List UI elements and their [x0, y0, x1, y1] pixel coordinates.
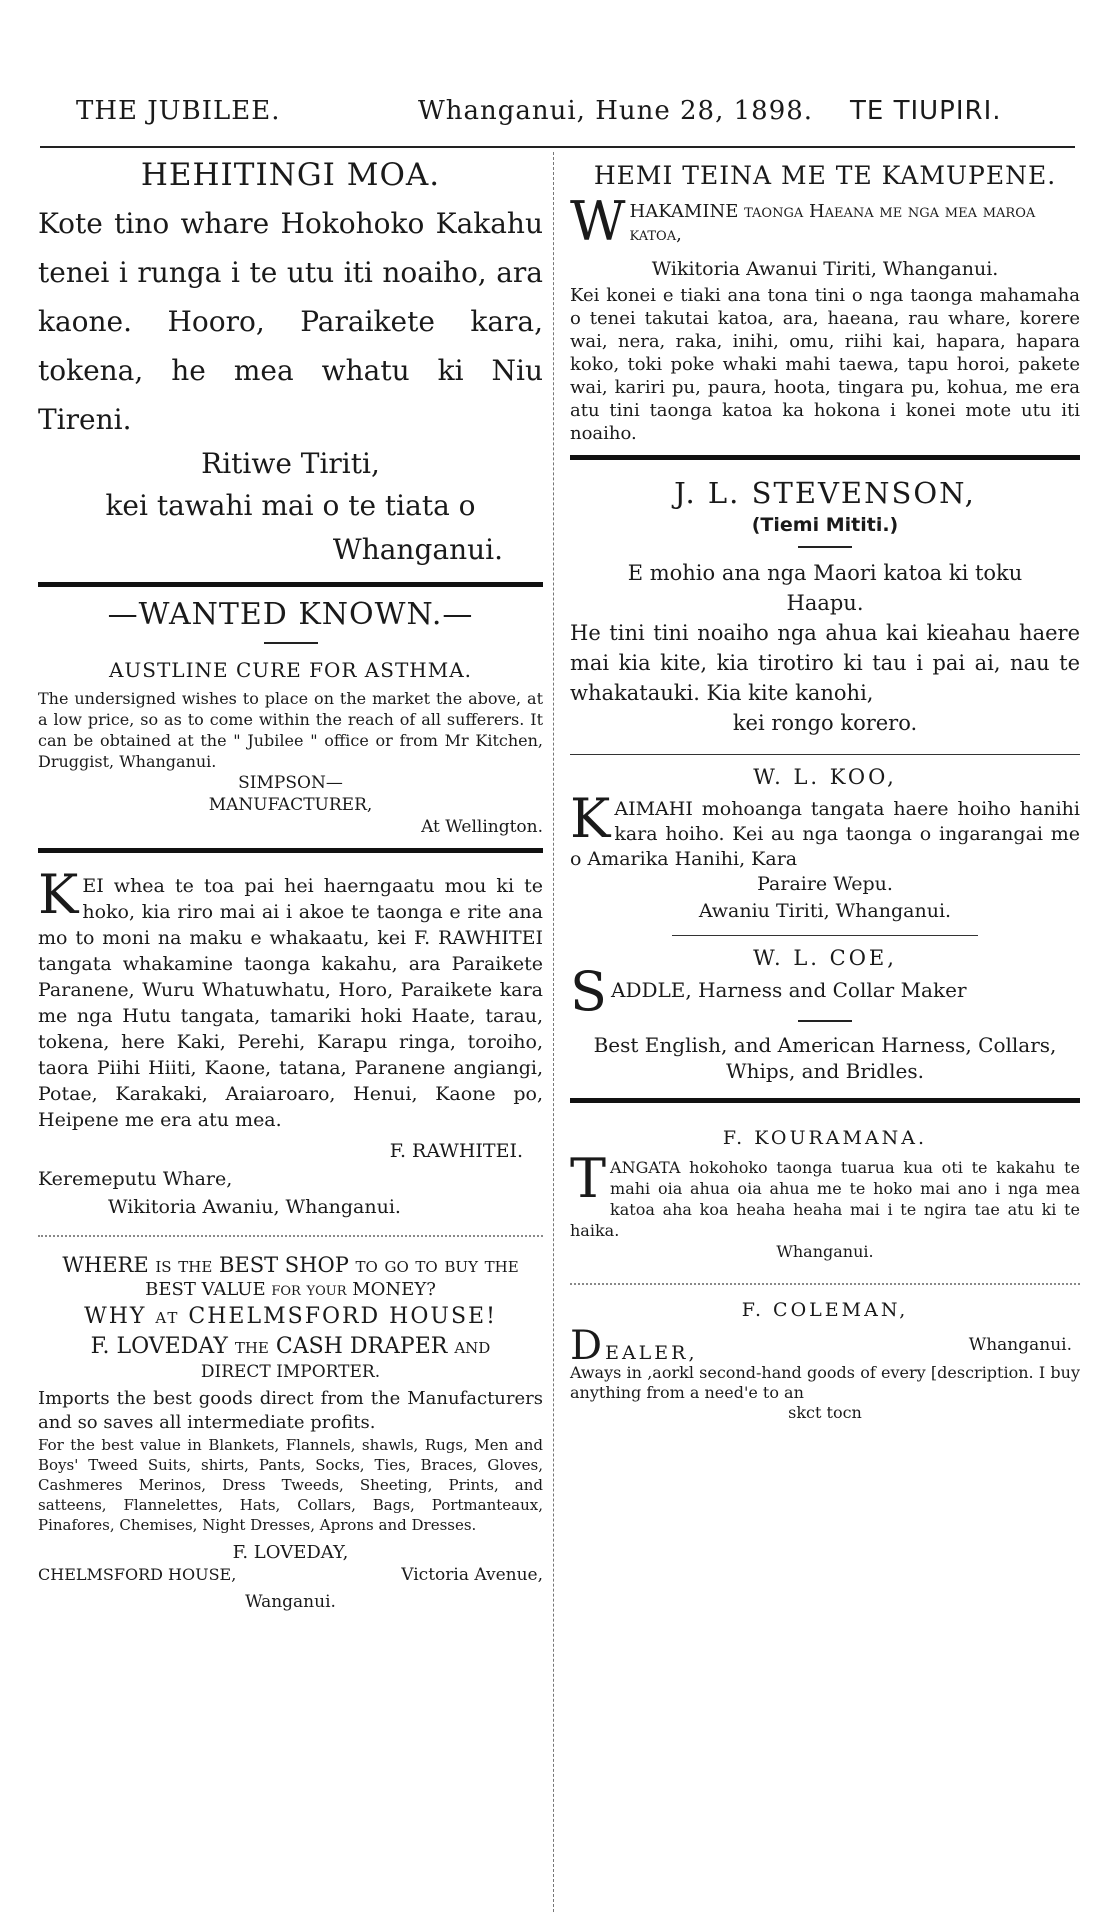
moa-near: kei tawahi mai o te tiata o — [105, 489, 476, 522]
divider — [38, 848, 543, 853]
header-date: Whanganui, Hune 28, 1898. — [418, 96, 814, 126]
wanted-body: The undersigned wishes to place on the market the above, at a low price, so as to come within the reach of all sufferers. It can be obtained at the " Jubilee " office or from Mr Kitchen, Druggist, Whanganui. — [38, 689, 543, 771]
drop-cap-k: K — [570, 787, 611, 850]
ad-hehitingi-moa — [38, 157, 543, 572]
divider — [672, 935, 978, 936]
moa-street: Ritiwe Tiriti, — [201, 447, 380, 480]
divider — [570, 1098, 1080, 1103]
ad-coe — [570, 946, 1080, 1084]
loveday-addr3: Wanganui. — [245, 1592, 336, 1612]
ad-rawhitei — [38, 863, 543, 1221]
drop-cap-d: D — [570, 1323, 606, 1369]
koo-title: W. L. KOO, — [753, 765, 897, 789]
rawhitei-addr1: Keremeputu Whare, — [38, 1168, 233, 1190]
header-rule — [40, 146, 1075, 148]
loveday-p1: Imports the best goods direct from the Manufacturers and so saves all intermediate profits. — [38, 1388, 543, 1433]
ad-stevenson — [570, 476, 1080, 738]
left-column — [38, 155, 543, 1613]
rawhitei-text: EI whea te toa pai hei haerngaatu mou ki te hoko, kia riro mai ai i akoe te taonga e rite ana mo to moni na maku e whakaatu, kei F. RAWHITEI tangata whakamine taonga kakahu, ara Paraikete Paranene, Wuru Whatuwhatu, Horo, Paraikete kara me nga Hutu tangata, tamariki hoki Haate, tarau, tokena, here Kaki, Perehi, Karapu ringa, toroiho, taora Piihi Hiiti, Kaone, tatana, Paranene angiangi, Potae, Karakaki, Araiaroaro, Henui, Kaone po, Heipene me era atu mea. — [38, 875, 543, 1131]
drop-cap-t: T — [570, 1147, 607, 1210]
drop-cap-s: S — [570, 960, 607, 1023]
stevenson-last: kei rongo korero. — [732, 711, 918, 735]
loveday-p2: For the best value in Blankets, Flannels, shawls, Rugs, Men and Boys' Tweed Suits, shirts, Pants, Socks, Ties, Braces, Gloves, Cashmeres Merinos, Dress Tweeds, Sheeting, Prints, and satteens, Flannelettes, Hats, Collars, Bags, Portmanteaux, Pinafores, Chemises, Night Dresses, Aprons and Dresses. — [38, 1436, 543, 1534]
coleman-line — [570, 1323, 698, 1369]
right-column — [570, 155, 1080, 1423]
loveday-q1: WHERE is the BEST SHOP to go to buy the — [62, 1253, 519, 1277]
kourama-text: ANGATA hokohoko taonga tuarua kua oti te kakahu te mahi oia ahua oia ahua me te hoko mai ano i nga mea katoa aha koa heaha heaha mai i te ngira tae atu ki te haika. — [570, 1158, 1080, 1240]
coe-title: W. L. COE, — [753, 946, 897, 970]
stevenson-line2: Haapu. — [786, 591, 864, 615]
kourama-title: F. KOURAMANA. — [722, 1127, 928, 1149]
coe-body: Best English, and American Harness, Collars, Whips, and Bridles. — [593, 1033, 1057, 1083]
loveday-addr2: Victoria Avenue, — [401, 1565, 543, 1585]
coleman-town: Whanganui. — [968, 1335, 1072, 1355]
stevenson-line1: E mohio ana nga Maori katoa ki toku — [627, 561, 1023, 585]
loveday-q3: WHY at CHELMSFORD HOUSE! — [84, 1304, 497, 1329]
rawhitei-body — [38, 863, 543, 1133]
kourama-town: Whanganui. — [776, 1242, 874, 1261]
stevenson-title: J. L. STEVENSON, — [674, 476, 976, 510]
moa-town: Whanganui. — [332, 533, 503, 566]
koo-text: AIMAHI mohoanga tangata haere hoiho hanihi kara hoiho. Kei au nga taonga o ingarangai me o Amarika Hanihi, Kara — [570, 798, 1080, 870]
moa-title: HEHITINGI MOA. — [140, 157, 441, 193]
divider — [38, 582, 543, 587]
hemi-title: HEMI TEINA ME TE KAMUPENE. — [593, 161, 1057, 190]
koo-addr: Awaniu Tiriti, Whanganui. — [698, 900, 952, 922]
loveday-name2: DIRECT IMPORTER. — [200, 1362, 381, 1382]
moa-body: Kote tino whare Hokohoko Kakahu tenei i runga i te utu iti noaiho, ara kaone. Hooro, Paraikete kara, tokena, he mea whatu ki Niu Tireni. — [38, 207, 543, 436]
header-left: THE JUBILEE. — [76, 96, 281, 126]
divider — [570, 1283, 1080, 1285]
short-rule — [798, 546, 852, 548]
ad-wanted-known — [38, 597, 543, 838]
wanted-sign1: SIMPSON— — [238, 773, 343, 793]
drop-cap-w: W — [570, 190, 626, 253]
column-divider — [553, 152, 554, 1912]
loveday-name: F. LOVEDAY the CASH DRAPER and — [90, 1334, 491, 1359]
hemi-intro-text: HAKAMINE taonga Haeana me nga mea maroa katoa, — [629, 201, 1036, 245]
hemi-intro — [570, 190, 1080, 253]
divider — [570, 754, 1080, 755]
ad-koo — [570, 765, 1080, 925]
page-header — [38, 96, 1078, 146]
header-right: TE TIUPIRI. — [850, 96, 1002, 126]
divider — [570, 455, 1080, 460]
kourama-body — [570, 1147, 1080, 1241]
hemi-addr: Wikitoria Awanui Tiriti, Whanganui. — [651, 258, 999, 280]
rawhitei-addr2: Wikitoria Awaniu, Whanganui. — [108, 1196, 401, 1218]
coe-line — [570, 960, 1080, 1023]
wanted-title: —WANTED KNOWN.— — [107, 597, 474, 632]
ad-loveday — [38, 1251, 543, 1613]
koo-body — [570, 787, 1080, 872]
wanted-sign2: MANUFACTURER, — [208, 795, 373, 815]
short-rule — [798, 1020, 852, 1022]
coleman-last: skct tocn — [788, 1403, 862, 1422]
loveday-sign: F. LOVEDAY, — [232, 1542, 349, 1563]
drop-cap-k: K — [38, 863, 79, 926]
coleman-line-text: EALER, — [605, 1342, 698, 1364]
ad-hemi-teina — [570, 161, 1080, 445]
hemi-body: Kei konei e tiaki ana tona tini o nga taonga mahamaha o tenei takutai katoa, ara, haeana, rau whare, korere wai, nera, raka, inihi, omu, riihi kai, hapara, hapara koko, toki poke whaki mahi taewa, tapu horoi, pakete wai, kariri pu, paura, hoota, tingara pu, kohua, me era atu tini taonga katoa ka hokona i konei mote utu iti noaiho. — [570, 285, 1080, 444]
stevenson-body: He tini tini noaiho nga ahua kai kieahau haere mai kia kite, kia tirotiro ki tau i pai ai, nau te whakatauki. Kia kite kanohi, — [570, 621, 1080, 705]
koo-body2: Paraire Wepu. — [757, 873, 893, 895]
rawhitei-sign: F. RAWHITEI. — [389, 1140, 523, 1162]
wanted-subtitle: AUSTLINE CURE FOR ASTHMA. — [108, 658, 473, 682]
short-rule — [264, 642, 318, 644]
coe-line-text: ADDLE, Harness and Collar Maker — [611, 978, 967, 1002]
ad-kouramana — [570, 1127, 1080, 1263]
loveday-addr1: CHELMSFORD HOUSE, — [38, 1565, 237, 1584]
stevenson-subtitle: (Tiemi Mititi.) — [751, 514, 899, 536]
ad-coleman — [570, 1299, 1080, 1423]
wanted-sign3: At Wellington. — [421, 817, 543, 837]
divider — [38, 1235, 543, 1237]
coleman-body: Aways in ,aorkl second-hand goods of every [description. I buy anything from a need'e to an — [570, 1363, 1080, 1402]
coleman-title: F. COLEMAN, — [741, 1299, 909, 1321]
loveday-q2: BEST VALUE for your MONEY? — [145, 1279, 436, 1300]
